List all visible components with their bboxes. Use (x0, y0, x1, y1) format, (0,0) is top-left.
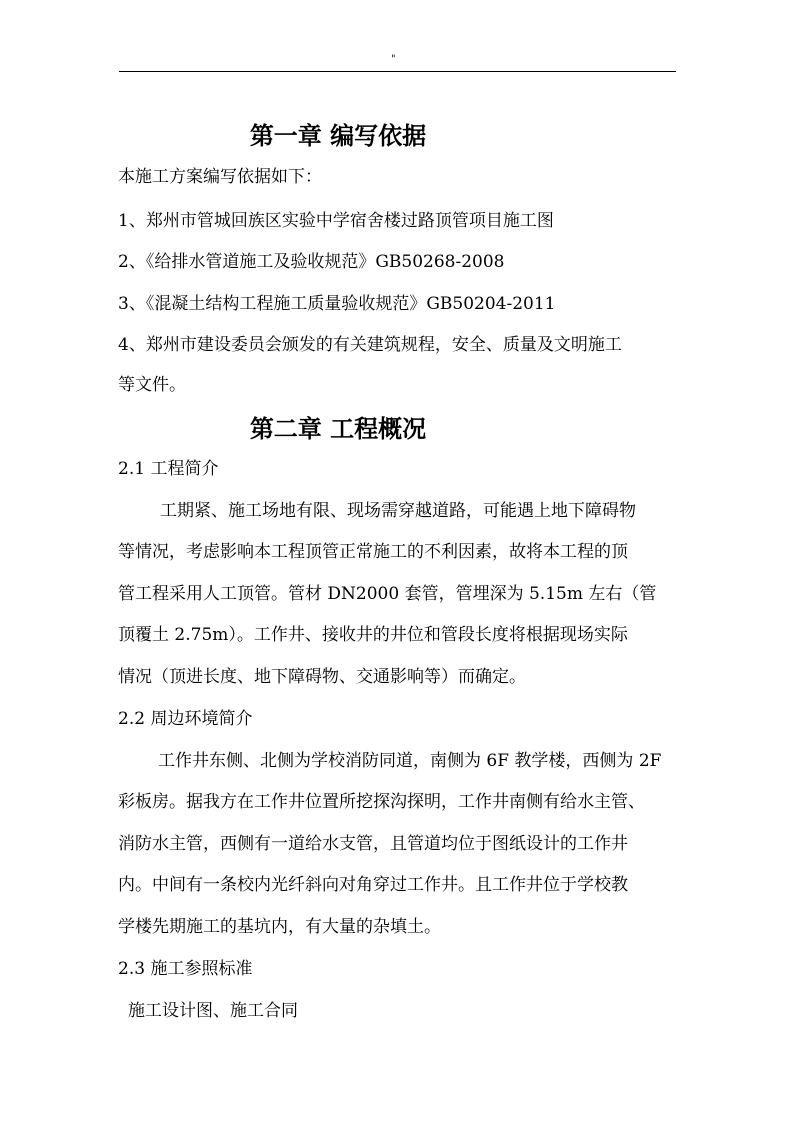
section-2-1-line: 顶覆土 2.75m）。工作井、接收井的井位和管段长度将根据现场实际 (118, 625, 628, 645)
section-2-1-line: 情况（顶进长度、地下障碍物、交通影响等）而确定。 (118, 667, 526, 687)
chapter1-title: 第一章 编写依据 (249, 121, 427, 150)
section-2-2-line: 工作井东侧、北侧为学校消防同道，南侧为 6F 教学楼，西侧为 2F (158, 751, 662, 771)
header-mark: " (391, 54, 396, 65)
section-2-2-heading: 2.2 周边环境简介 (118, 709, 253, 729)
chapter1-intro: 本施工方案编写依据如下： (118, 167, 322, 187)
chapter1-item: 等文件。 (118, 375, 186, 395)
section-2-1-heading: 2.1 工程简介 (118, 459, 219, 479)
chapter1-item: 3、《混凝土结构工程施工质量验收规范》GB50204-2011 (118, 294, 556, 314)
chapter1-item: 1、郑州市管城回族区实验中学宿舍楼过路顶管项目施工图 (118, 211, 554, 231)
section-2-2-line: 学楼先期施工的基坑内，有大量的杂填土。 (118, 917, 441, 937)
chapter2-title: 第二章 工程概况 (249, 414, 427, 443)
section-2-2-line: 消防水主管，西侧有一道给水支管，且管道均位于图纸设计的工作井 (118, 834, 628, 854)
section-2-1-line: 等情况，考虑影响本工程顶管正常施工的不利因素，故将本工程的顶 (118, 542, 628, 562)
section-2-2-line: 彩板房。据我方在工作井位置所挖探沟探明，工作井南侧有给水主管、 (118, 792, 645, 812)
section-2-2-line: 内。中间有一条校内光纤斜向对角穿过工作井。且工作井位于学校教 (118, 875, 628, 895)
section-2-3-text: 施工设计图、施工合同 (128, 1001, 298, 1021)
chapter1-item: 2、《给排水管道施工及验收规范》GB50268-2008 (118, 252, 505, 272)
section-2-1-line: 工期紧、施工场地有限、现场需穿越道路，可能遇上地下障碍物 (160, 501, 636, 521)
header-rule (119, 71, 676, 72)
section-2-3-heading: 2.3 施工参照标准 (118, 959, 253, 979)
section-2-1-line: 管工程采用人工顶管。管材 DN2000 套管，管埋深为 5.15m 左右（管 (118, 584, 657, 604)
chapter1-item: 4、郑州市建设委员会颁发的有关建筑规程，安全、质量及文明施工 (118, 335, 622, 355)
